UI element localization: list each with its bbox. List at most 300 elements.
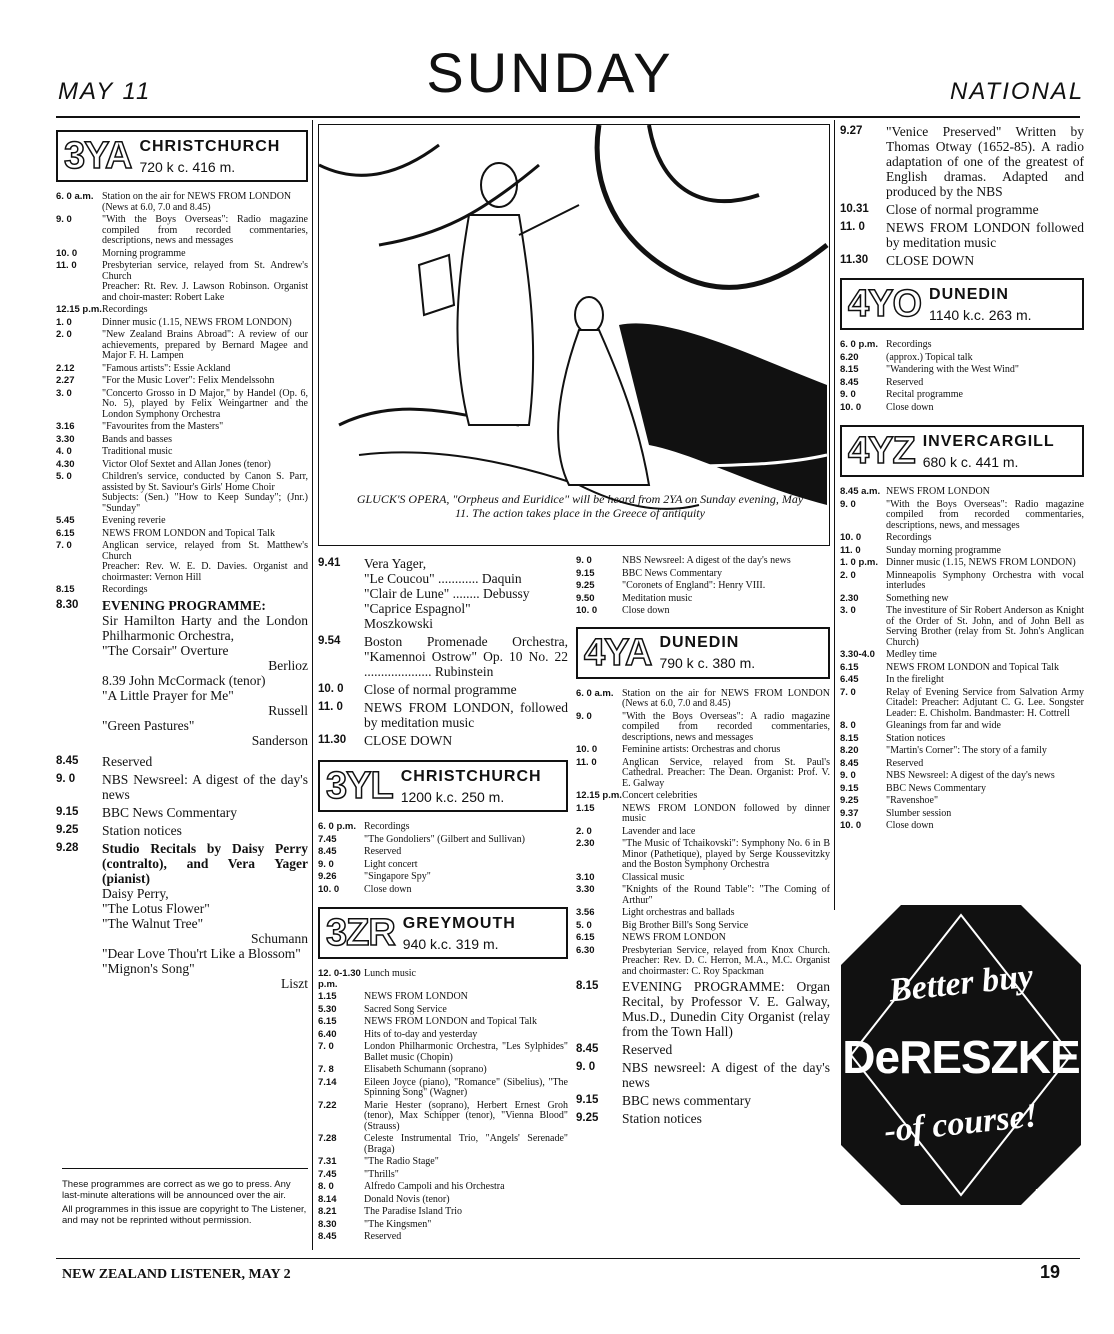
composer: Sanderson [251,732,308,748]
programme-time: 6. 0 p.m. [318,821,357,832]
programme-time: 5.45 [56,515,75,526]
programme-time: 8.15 [840,732,859,744]
programme-description: Meditation music [622,592,693,604]
programme-line: "With the Boys Overseas": Radio magazine compiled from recorded commentaries, descriptions, news and messages [102,214,308,246]
programme-time: 8.21 [318,1206,337,1217]
programme-entry [840,124,1084,199]
ad-brand: DeRESZKE [842,1031,1080,1083]
programme-entry [840,606,1084,648]
programme-entry [576,569,830,580]
programme-time: 9.50 [576,592,595,604]
programme-time: 10. 0 [840,820,862,831]
programme-entry [576,745,830,756]
programme-time: 8.14 [318,1193,337,1205]
programme-line: Children's service, conducted by Canon S. Parr, assisted by St. Saviour's Girls' Home Choir [102,471,308,493]
programme-entry [318,992,568,1003]
programme-time: 5. 0 [576,919,592,931]
programme-list-3yl [318,822,568,895]
programme-description: "The Kingsmen" [364,1218,432,1230]
programme-time: 7. 0 [318,1041,334,1052]
programme-description: Hits of to-day and yesterday [364,1028,478,1040]
programme-entry [840,390,1084,401]
programme-list-4yo [840,340,1084,413]
programme-entry [318,822,568,833]
programme-entry [840,809,1084,820]
programme-time: 4.30 [56,458,75,470]
programme-time: 9. 0 [840,770,856,781]
programme-description: "Venice Preserved" Written by Thomas Otway (1652-85). A radio adaptation of one of the greatest of English dramas. Adapted and produced by the NBS [886,124,1084,199]
programme-line: Subjects: (Sen.) "How to Keep Sunday"; (Jnr.) "Sunday" [102,492,308,514]
programme-time: 11.30 [318,734,347,746]
programme-time: 12. 0-1.30 p.m. [318,968,361,990]
programme-entry [56,376,308,387]
programme-entry [576,594,830,605]
page-number: 19 [1040,1262,1061,1282]
station-frequency: 790 k c. 380 m. [659,655,756,671]
station-frequency: 1200 k.c. 250 m. [400,788,505,805]
programme-time: 7.45 [318,833,337,845]
programme-time: 8.30 [56,598,79,611]
programme-entry [56,389,308,421]
programme-entry [576,885,830,906]
programme-description: Gleanings from far and wide [886,720,1001,731]
programme-entry [56,585,308,596]
copyright-note: All programmes in this issue are copyright to The Listener, and may not be reprinted without permission. [62,1204,307,1226]
programme-entry [56,754,308,769]
programme-description: Recordings [886,339,932,350]
programme-entry [840,650,1084,661]
programme-line: Recordings [102,584,148,595]
programme-entry [840,365,1084,376]
programme-entry [576,908,830,919]
programme-time: 8.20 [840,745,859,756]
programme-entry [840,721,1084,732]
programme-description: NBS newsreel: A digest of the day's news [622,1060,830,1090]
programme-list-3ya [56,192,308,596]
programme-time: 3.30 [56,433,75,445]
programme-line: "A Little Prayer for Me" [102,687,234,703]
station-call-4ya: 4YA [584,631,652,674]
programme-time: 3.30 [576,884,595,895]
programme-time: 5. 0 [56,471,72,482]
evening-programme [56,598,308,748]
programme-time: 9.15 [576,567,595,579]
programme-line: "New Zealand Brains Abroad": A review of our achievements, prepared by Bernard Magee and Major F. H. Lampen [102,329,308,361]
programme-title: EVENING PROGRAMME: [102,597,266,613]
station-city: CHRISTCHURCH [400,767,542,785]
programme-entry [56,215,308,247]
programme-line: Anglican service, relayed from St. Matthew's Church [102,540,308,562]
programme-time: 7.14 [318,1076,337,1088]
programme-entry [318,1078,568,1099]
programme-time: 2.30 [840,592,859,604]
dereszke-advertisement [841,905,1081,1205]
programme-description: Close down [364,883,412,895]
programme-time: 8.45 [840,376,859,388]
programme-description: BBC news commentary [622,1093,751,1108]
programme-description: BBC News Commentary [886,782,986,794]
station-city: DUNEDIN [929,285,1009,303]
programme-description: NEWS FROM LONDON followed by meditation music [886,220,1084,250]
programme-description: "The Radio Stage" [364,1156,439,1167]
programme-entry [318,969,568,990]
programme-description: BBC News Commentary [622,567,722,579]
programme-time: 12.15 p.m. [576,790,622,801]
programme-time: 8.45 [318,1231,337,1242]
programme-entry [318,872,568,883]
station-city: GREYMOUTH [402,914,516,932]
station-call-4yo: 4YO [848,283,922,325]
programme-list-4ya-evening [576,979,830,1126]
programme-description: NEWS FROM LONDON followed by dinner music [622,802,830,824]
programme-list-4ya-late [840,124,1084,268]
programme-line: Bands and basses [102,433,172,445]
programme-time: 9.15 [840,782,859,794]
programme-line: "The Walnut Tree" [102,915,204,931]
programme-entry [576,581,830,592]
programme-time: 7. 8 [318,1064,334,1075]
programme-description: Feminine artists: Orchestras and chorus [622,744,781,755]
programme-time: 9. 0 [56,214,72,225]
programme-entry [56,823,308,838]
programme-time: 2.27 [56,375,75,386]
programme-description: "Thrills" [364,1168,399,1180]
col-3ya [56,124,308,1254]
programme-time: 9. 0 [318,858,334,870]
programme-entry [318,634,568,679]
ad-line-1: Better buy [887,957,1035,1010]
station-city: CHRISTCHURCH [139,137,281,155]
programme-description: Relay of Evening Service from Salvation Army Citadel: Preacher: Adjutant C. G. Lee. Songster Leader: E. Chisholm. Bandmaster: H. Cottrell [886,686,1084,719]
programme-description: Minneapolis Symphony Orchestra with vocal interludes [886,569,1084,591]
programme-line: Morning programme [102,247,186,259]
ad-code: DR.129.3 [1035,1188,1069,1197]
programme-time: 7.45 [318,1168,337,1180]
programme-time: 9.41 [318,557,341,569]
programme-line: "Mignon's Song" [102,960,195,976]
programme-time: 6.45 [840,674,859,685]
programme-entry [56,460,308,471]
station-city: INVERCARGILL [922,432,1055,450]
programme-entry [576,1042,830,1057]
programme-time: 8.45 [318,846,337,857]
programme-entry [318,1134,568,1155]
programme-time: 1.15 [576,802,595,814]
programme-entry [318,1017,568,1028]
programme-line: "The Lotus Flower" [102,900,210,916]
programme-time: 9. 0 [840,389,856,400]
programme-entry [56,249,308,260]
programme-time: 4. 0 [56,446,72,457]
programme-time: 6.15 [576,932,595,943]
programme-entry [840,500,1084,532]
programme-description: NBS Newsreel: A digest of the day's news [102,771,308,802]
programme-description: BBC News Commentary [102,804,237,820]
programme-time: 3. 0 [56,387,72,399]
composer: Berlioz [268,657,308,673]
programme-description: Station notices [102,822,182,838]
programme-line: Preacher: Rt. Rev. J. Lawson Robinson. Organist and choir-master: Robert Lake [102,281,308,303]
programme-entry [318,835,568,846]
station-call-3yl: 3YL [326,765,393,807]
programme-line: Sir Hamilton Harty and the London Philharmonic Orchestra, [102,612,308,643]
programme-entry [56,305,308,316]
programme-time: 8.45 [56,754,79,767]
programme-time: 9.27 [840,125,863,137]
programme-time: 7.31 [318,1156,337,1167]
station-banner-4ya [576,627,830,679]
programme-time: 10. 0 [840,532,862,543]
programme-entry [56,516,308,527]
column-rule [312,120,313,1250]
programme-description: Close of normal programme [886,202,1039,217]
station-frequency: 1140 k.c. 263 m. [929,306,1032,323]
programme-time: 10. 0 [576,605,598,616]
programme-description: "With the Boys Overseas": Radio magazine compiled from recorded commentaries, descriptions, news, and messages [886,498,1084,531]
programme-description: Close down [886,820,934,831]
programme-line: (News at 6.0, 7.0 and 8.45) [102,201,211,213]
programme-entry [56,805,308,820]
programme-time: 10. 0 [56,247,78,259]
programme-line: Boston Promenade Orchestra, "Kamennoi Ostrow" Op. 10 No. 22 .................... Rubinstein [364,634,568,679]
programme-description: "With the Boys Overseas": A radio magazine compiled from recorded commentaries, descriptions, news and messages [622,710,830,743]
programme-entry [840,796,1084,807]
programme-entry [318,1042,568,1063]
programme-description: Station on the air for NEWS FROM LONDON (News at 6.0, 7.0 and 8.45) [622,687,830,709]
programme-time: 8.45 [840,757,859,769]
col-4ya [576,556,830,1256]
programme-entry [318,1157,568,1168]
programme-entry [318,1065,568,1076]
programme-time: 2. 0 [576,825,592,837]
programme-description: Recital programme [886,389,963,400]
programme-line: Vera Yager, [364,556,427,571]
programme-line: Recordings [102,304,148,315]
programme-description: EVENING PROGRAMME: Organ Recital, by Professor V. E. Galway, Mus.D., Dunedin City Organist (relay from the Town Hall) [622,979,830,1039]
programme-list-3yl-late [576,556,830,617]
programme-description: Reserved [622,1042,673,1057]
programme-entry [56,772,308,802]
programme-entry [576,689,830,710]
programme-time: 11. 0 [840,544,861,556]
programme-time: 9. 0 [576,1061,596,1073]
programme-time: 7.22 [318,1099,337,1111]
programme-description: NEWS FROM LONDON and Topical Talk [364,1016,537,1027]
programme-description: Reserved [364,846,402,857]
programme-entry [318,1182,568,1193]
programme-list-3ya-late [56,754,308,838]
programme-entry [318,1232,568,1243]
programme-time: 8. 0 [840,720,856,731]
programme-description: Reserved [886,376,924,388]
programme-description: Sunday morning programme [886,544,1001,556]
programme-line: NEWS FROM LONDON, followed by meditation music [364,700,568,730]
programme-entry [840,253,1084,268]
programme-description: "Coronets of England": Henry VIII. [622,580,766,591]
programme-entry [318,556,568,631]
programme-time: 10. 0 [318,883,340,895]
programme-time: 6. 0 a.m. [56,191,94,202]
orpheus-euridice-drawing [319,125,829,545]
programme-description: Big Brother Bill's Song Service [622,919,749,931]
illustration-caption: GLUCK'S OPERA, "Orpheus and Euridice" will be heard from 2YA on Sunday evening, May 11. The action takes place in the Greece of antiquity [356,492,804,520]
programme-description: Lavender and lace [622,825,696,837]
programme-time: 9.37 [840,807,859,819]
programme-entry [840,734,1084,745]
programme-time: 3.56 [576,907,595,918]
programme-time: 6. 0 a.m. [576,687,614,699]
composer: Russell [268,702,308,718]
programme-time: 5.30 [318,1003,337,1015]
programme-entry [840,571,1084,592]
programme-time: 6.30 [576,944,595,956]
programme-time: 6.15 [56,527,75,539]
programme-entry [576,758,830,790]
programme-time: 8.30 [318,1218,337,1230]
programme-line: Moszkowski [364,616,434,631]
programme-description: Close down [622,605,670,616]
programme-description: Something new [886,592,949,604]
programme-entry [840,202,1084,217]
programme-entry [318,1030,568,1041]
programme-line: CLOSE DOWN [364,733,453,748]
footer-publication: NEW ZEALAND LISTENER, MAY 2 [62,1267,291,1282]
programme-time: 2.30 [576,838,595,849]
programme-time: 11. 0 [576,756,597,768]
programme-description: Classical music [622,871,685,883]
programme-time: 9.25 [56,823,79,836]
programme-time: 8.45 a.m. [840,486,881,497]
programme-entry [576,1093,830,1108]
composer: Schumann [251,930,308,946]
programme-description: Anglican Service, relayed from St. Paul's Cathedral. Preacher: The Dean. Organist: Prof. V. E. Galway [622,756,830,789]
programme-entry [840,594,1084,605]
programme-entry [840,558,1084,569]
programme-line: Presbyterian service, relayed from St. Andrew's Church [102,260,308,282]
programme-entry [318,860,568,871]
programme-time: 7.28 [318,1133,337,1144]
programme-time: 9.54 [318,635,341,647]
programme-entry [56,261,308,303]
programme-entry [840,353,1084,364]
header-rule [56,116,1080,118]
programme-entry [576,791,830,802]
programme-entry [576,827,830,838]
programme-entry [840,378,1084,389]
programme-time: 8. 0 [318,1181,334,1192]
programme-description: Sacred Song Service [364,1003,447,1015]
programme-time: 6.20 [840,351,859,363]
programme-entry [840,546,1084,557]
programme-entry [576,839,830,871]
programme-list-3zr [318,969,568,1243]
press-note: These programmes are correct as we go to press. Any last-minute alterations will be announced over the air. [62,1180,291,1201]
station-banner-4yz [840,425,1084,477]
programme-line: "Green Pastures" [102,717,195,733]
programme-description: "Singapore Spy" [364,871,431,882]
programme-entry [318,733,568,748]
programme-entry [56,447,308,458]
programme-entry [576,804,830,825]
programme-description: Light orchestras and ballads [622,907,735,918]
programme-entry [318,1207,568,1218]
ad-line-3: -of course! [882,1097,1040,1150]
programme-time: 8.15 [576,980,599,992]
programme-time: 6.15 [318,1016,337,1027]
programme-line: "For the Music Lover": Felix Mendelssohn [102,375,275,386]
programme-description: Elisabeth Schumann (soprano) [364,1064,487,1075]
programme-time: 7. 0 [840,686,856,698]
page-date: MAY 11 [58,78,152,105]
programme-entry [576,933,830,944]
programme-description: (approx.) Topical talk [886,351,973,363]
station-banner-4yo [840,278,1084,330]
programme-description: Lunch music [364,968,416,979]
programme-time: 10.31 [840,203,869,215]
programme-time: 12.15 p.m. [56,304,102,315]
programme-line: Dinner music (1.15, NEWS FROM LONDON) [102,316,292,328]
composer: Liszt [281,975,308,991]
programme-time: 10. 0 [840,401,862,413]
programme-line: "Favourites from the Masters" [102,421,224,432]
programme-entry [318,847,568,858]
programme-description: CLOSE DOWN [886,253,975,268]
programme-description: Celeste Instrumental Trio, "Angels' Serenade" (Braga) [364,1133,568,1155]
programme-entry [840,487,1084,498]
programme-time: 2.12 [56,362,75,374]
programme-description: NEWS FROM LONDON [364,991,468,1002]
programme-entry [576,712,830,744]
programme-line: Victor Olof Sextet and Allan Jones (tenor) [102,458,271,470]
programme-time: 9.25 [840,795,859,806]
programme-time: 8.45 [576,1043,599,1055]
programme-description: "Wandering with the West Wind" [886,364,1019,375]
programme-description: NEWS FROM LONDON [886,486,990,497]
programme-description: Station notices [622,1111,702,1126]
programme-entry [56,529,308,540]
programme-time: 9.25 [576,1112,599,1124]
programme-line: Traditional music [102,446,173,457]
programme-entry [576,921,830,932]
programme-entry [840,340,1084,351]
programme-description: Medley time [886,649,937,660]
footer-rule [56,1258,1080,1259]
programme-description: The investiture of Sir Robert Anderson as Knight of the Order of St. John, and of John Bell as Serving Brother (relay from St. John's Anglican Church) [886,605,1084,648]
programme-entry [318,700,568,730]
programme-entry [840,771,1084,782]
programme-entry [318,885,568,896]
programme-entry [840,663,1084,674]
programme-time: 8.15 [56,584,75,595]
programme-entry [576,979,830,1039]
programme-description: NBS Newsreel: A digest of the day's news [622,556,791,566]
page-day-title: SUNDAY [426,41,674,104]
programme-time: 3.30-4.0 [840,649,875,660]
programme-description: Slumber session [886,807,952,819]
page-network: NATIONAL [950,78,1085,105]
programme-description: Recordings [364,821,410,832]
programme-entry [576,1111,830,1126]
station-frequency: 940 k.c. 319 m. [402,935,499,952]
programme-time: 11.30 [840,254,869,266]
programme-time: 10. 0 [318,683,344,695]
programme-description: "Ravenshoe" [886,795,939,806]
programme-description: "The Gondoliers" (Gilbert and Sullivan) [364,833,525,845]
programme-line: Close of normal programme [364,682,517,697]
studio-recital [56,841,308,991]
programme-description: Presbyterian Service, relayed from Knox Church. Preacher: Rev. D. C. Herron, M.A., M.C. Organist and choirmaster: C. Roy Spackman [622,944,830,977]
programme-description: In the firelight [886,674,944,685]
